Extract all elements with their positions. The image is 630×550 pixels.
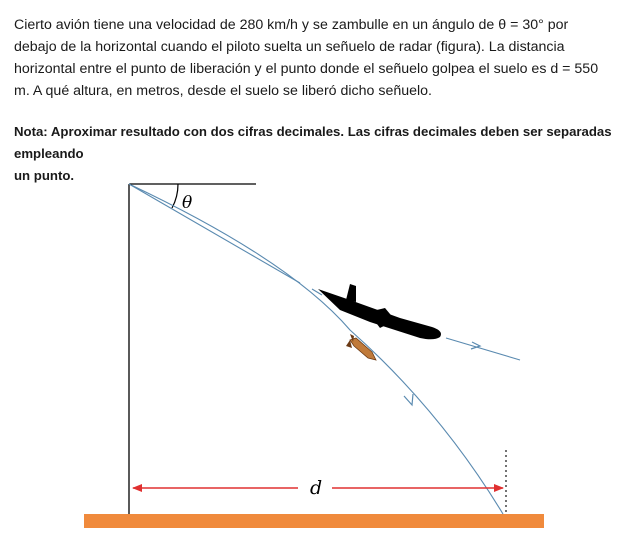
problem-line-1: Cierto avión tiene una velocidad de 280 km/h y se zambulle en un ángulo de θ = 30° por xyxy=(14,17,569,33)
decoy-trajectory xyxy=(129,184,503,514)
problem-line-4: m. A qué altura, en metros, desde el suelo se liberó dicho señuelo. xyxy=(14,83,432,99)
note-line-2: un punto. xyxy=(14,168,75,183)
dive-line-upper xyxy=(129,184,300,283)
problem-line-3: horizontal entre el punto de liberación y el punto donde el señuelo golpea el suelo es d = 550 xyxy=(14,61,599,77)
trajectory-arrowhead xyxy=(404,394,413,405)
problem-line-2: debajo de la horizontal cuando el piloto suelta un señuelo de radar (figura). La distancia xyxy=(14,39,565,55)
distance-label: d xyxy=(310,477,323,499)
ground-strip xyxy=(84,514,544,528)
note-line-1: Nota: Aproximar resultado con dos cifras decimales. Las cifras decimales deben ser separadas empleando xyxy=(14,124,612,161)
airplane-icon xyxy=(318,284,441,339)
dive-line-ahead xyxy=(446,338,520,360)
angle-arc xyxy=(172,184,178,208)
radar-decoy-icon xyxy=(346,334,376,360)
angle-label: θ xyxy=(182,193,193,213)
